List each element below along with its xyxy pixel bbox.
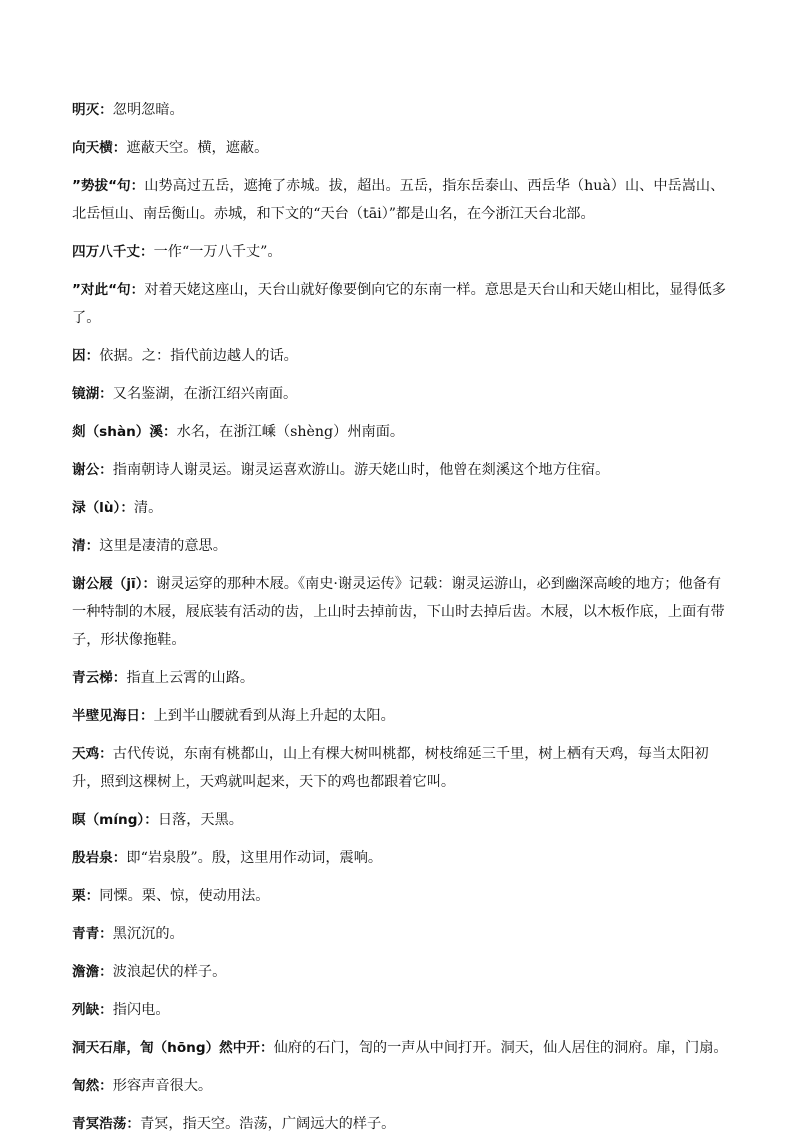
note-entry bbox=[72, 702, 734, 730]
note-entry bbox=[72, 664, 734, 692]
note-term: 明灭： bbox=[72, 102, 113, 118]
note-entry bbox=[72, 456, 734, 484]
note-definition: 指南朝诗人谢灵运。谢灵运喜欢游山。游天姥山时，他曾在剡溪这个地方住宿。 bbox=[112, 462, 610, 478]
note-term: 暝（míng）： bbox=[72, 812, 158, 828]
note-term: 青冥浩荡： bbox=[72, 1116, 140, 1132]
note-term: 栗： bbox=[72, 888, 100, 904]
note-entry bbox=[72, 844, 734, 872]
note-definition: 波浪起伏的样子。 bbox=[112, 964, 227, 980]
note-definition: 对着天姥这座山，天台山就好像要倒向它的东南一样。意思是天台山和天姥山相比，显得低多了。 bbox=[72, 282, 726, 326]
note-definition: 黑沉沉的。 bbox=[112, 926, 184, 942]
note-entry bbox=[72, 172, 734, 228]
note-definition: 山势高过五岳，遮掩了赤城。拔，超出。五岳，指东岳泰山、西岳华（huà）山、中岳嵩山、北岳恒山、南岳衡山。赤城，和下文的“天台（tāi）”都是山名，在今浙江天台北部。 bbox=[72, 178, 725, 222]
note-entry bbox=[72, 1034, 734, 1062]
note-term: 谢公屐（jī）： bbox=[72, 576, 157, 592]
note-definition: 形容声音很大。 bbox=[112, 1078, 213, 1094]
note-term: 殷岩泉： bbox=[72, 850, 127, 866]
note-definition: 谢灵运穿的那种木屐。《南史·谢灵运传》记载：谢灵运游山，必到幽深高峻的地方；他备有一种特制的木屐，屐底装有活动的齿，上山时去掉前齿，下山时去掉后齿。木屐，以木板作底，上面有带子，形状像拖鞋。 bbox=[72, 576, 725, 648]
note-entry bbox=[72, 570, 734, 654]
note-entry bbox=[72, 1110, 734, 1138]
note-term: ”势拔“句： bbox=[72, 178, 145, 194]
note-definition: 忽明忽暗。 bbox=[112, 102, 184, 118]
note-entry bbox=[72, 996, 734, 1024]
note-term: 谢公： bbox=[72, 462, 113, 478]
note-term: 青云梯： bbox=[72, 670, 127, 686]
note-entry bbox=[72, 238, 734, 266]
note-definition: 日落，天黑。 bbox=[157, 812, 243, 828]
note-term: 天鸡： bbox=[72, 746, 113, 762]
note-entry bbox=[72, 276, 734, 332]
note-term: 洞天石扉，訇（hōng）然中开： bbox=[72, 1040, 274, 1056]
note-term: 剡（shàn）溪： bbox=[72, 424, 177, 440]
note-definition: 一作“一万八千丈”。 bbox=[153, 244, 282, 260]
note-term: 向天横： bbox=[72, 140, 127, 156]
note-term: ”对此“句： bbox=[72, 282, 145, 298]
note-entry bbox=[72, 134, 734, 162]
note-term: 訇然： bbox=[72, 1078, 113, 1094]
note-definition: 青冥，指天空。浩荡，广阔远大的样子。 bbox=[139, 1116, 396, 1132]
note-term: 澹澹： bbox=[72, 964, 113, 980]
note-definition: 同慄。栗、惊，使动用法。 bbox=[99, 888, 270, 904]
note-entry bbox=[72, 532, 734, 560]
note-term: 列缺： bbox=[72, 1002, 113, 1018]
note-entry bbox=[72, 96, 734, 124]
note-definition: 指直上云霄的山路。 bbox=[126, 670, 255, 686]
note-definition: 上到半山腰就看到从海上升起的太阳。 bbox=[153, 708, 395, 724]
note-entry bbox=[72, 958, 734, 986]
note-entry bbox=[72, 342, 734, 370]
note-definition: 即“岩泉殷”。殷，这里用作动词，震响。 bbox=[126, 850, 383, 866]
note-entry bbox=[72, 380, 734, 408]
note-definition: 又名鉴湖，在浙江绍兴南面。 bbox=[112, 386, 298, 402]
note-definition: 清。 bbox=[133, 500, 163, 516]
note-entry bbox=[72, 920, 734, 948]
note-definition: 这里是凄清的意思。 bbox=[99, 538, 227, 554]
note-term: 渌（lù）： bbox=[72, 500, 134, 516]
note-entry bbox=[72, 1072, 734, 1100]
note-entry bbox=[72, 882, 734, 910]
note-definition: 指闪电。 bbox=[112, 1002, 170, 1018]
note-term: 镜湖： bbox=[72, 386, 113, 402]
note-entry bbox=[72, 740, 734, 796]
note-term: 半壁见海日： bbox=[72, 708, 154, 724]
note-definition: 仙府的石门，訇的一声从中间打开。洞天，仙人居住的洞府。扉，门扇。 bbox=[273, 1040, 728, 1056]
note-definition: 古代传说，东南有桃都山，山上有棵大树叫桃都，树枝绵延三千里，树上栖有天鸡，每当太阳初升，照到这棵树上，天鸡就叫起来，天下的鸡也都跟着它叫。 bbox=[72, 746, 709, 790]
note-term: 清： bbox=[72, 538, 100, 554]
note-term: 四万八千丈： bbox=[72, 244, 154, 260]
note-definition: 遮蔽天空。横，遮蔽。 bbox=[126, 140, 269, 156]
note-entry bbox=[72, 806, 734, 834]
note-term: 青青： bbox=[72, 926, 113, 942]
note-entry bbox=[72, 418, 734, 446]
note-entry bbox=[72, 494, 734, 522]
note-term: 因： bbox=[72, 348, 100, 364]
note-definition: 水名，在浙江嵊（shèng）州南面。 bbox=[176, 424, 405, 440]
note-definition: 依据。之：指代前边越人的话。 bbox=[99, 348, 298, 364]
